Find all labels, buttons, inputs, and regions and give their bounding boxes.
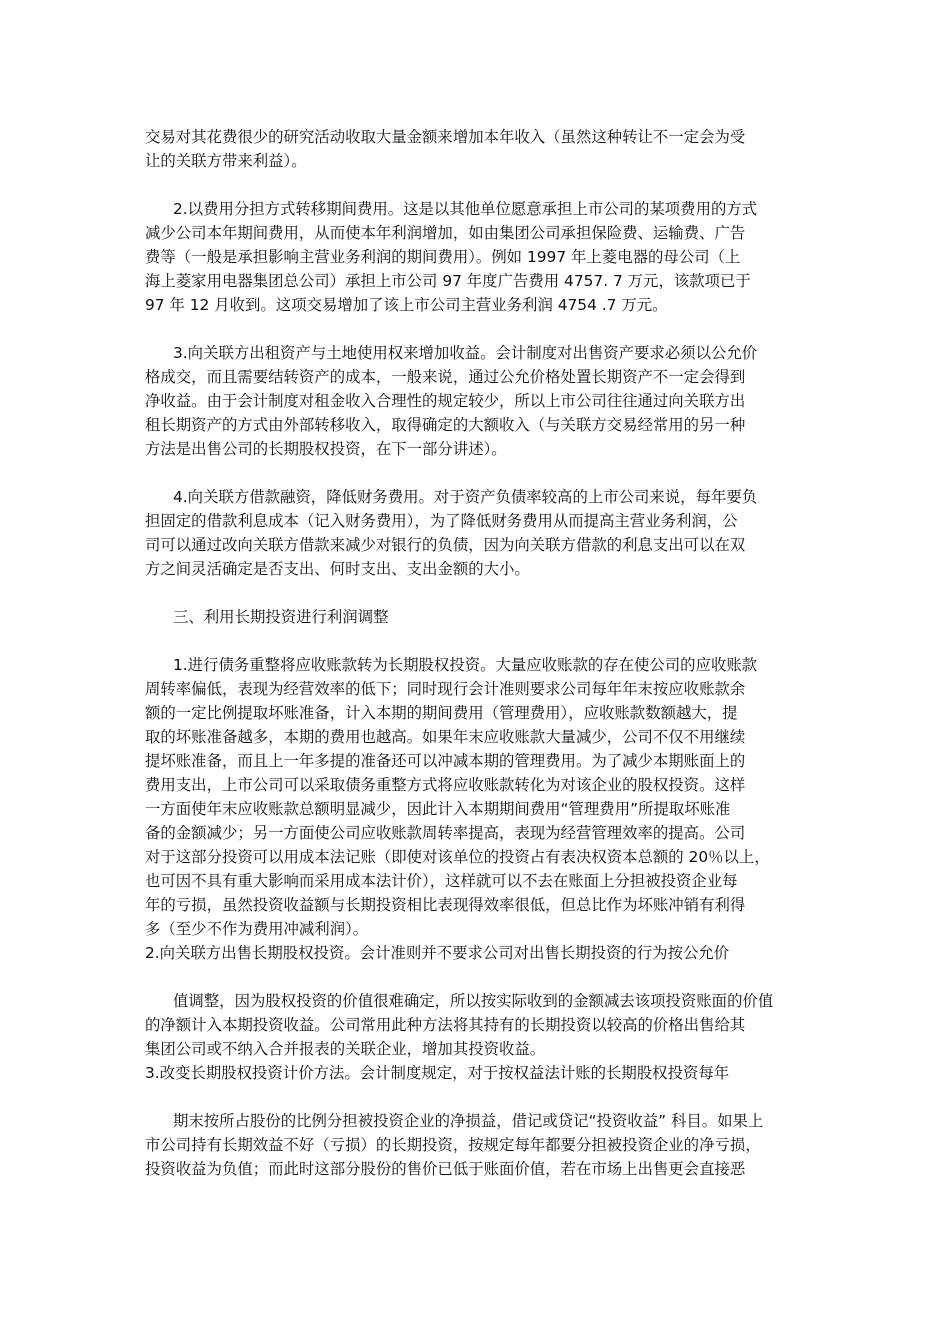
text-line: 格成交，而且需要结转资产的成本，一般来说，通过公允价格处置长期资产不一定会得到 <box>145 368 746 386</box>
text-line: 多（至少不作为费用冲减利润）。 <box>145 920 369 938</box>
text-line: 让的关联方带来利益）。 <box>145 152 307 170</box>
text-line: 4.向关联方借款融资，降低财务费用。对于资产负债率较高的上市公司来说，每年要负 <box>173 488 758 506</box>
text-line: 一方面使年末应收账款总额明显减少，因此计入本期期间费用“管理费用”所提取坏账准 <box>145 800 731 818</box>
text-line: 减少公司本年期间费用，从而使本年利润增加，如由集团公司承担保险费、运输费、广告 <box>145 224 746 242</box>
text-line: 市公司持有长期效益不好（亏损）的长期投资，按规定每年都要分担被投资企业的净亏损， <box>145 1136 761 1154</box>
text-line: 1.进行债务重整将应收账款转为长期股权投资。大量应收账款的存在使公司的应收账款 <box>173 656 758 674</box>
text-line: 费等（一般是承担影响主营业务利润的期间费用）。例如 1997 年上菱电器的母公司（上 <box>145 248 741 266</box>
text-line: 期末按所占股份的比例分担被投资企业的净损益，借记或贷记“投资收益” 科目。如果上 <box>173 1112 764 1130</box>
text-line: 司可以通过改向关联方借款来减少对银行的负债，因为向关联方借款的利息支出可以在双 <box>145 536 746 554</box>
text-line: 周转率偏低，表现为经营效率的低下；同时现行会计准则要求公司每年年末按应收账款余 <box>145 680 746 698</box>
text-line: 海上菱家用电器集团总公司）承担上市公司 97 年度广告费用 4757. 7 万元，该款项已于 <box>145 272 751 290</box>
text-line: 方法是出售公司的长期股权投资，在下一部分讲述）。 <box>145 440 507 458</box>
text-line: 也可因不具有重大影响而采用成本法计价），这样就可以不去在账面上分担被投资企业每 <box>145 872 738 890</box>
text-line: 取的坏账准备越多，本期的费用也越高。如果年末应收账款大量减少，公司不仅不用继续 <box>145 728 746 746</box>
text-line: 3.改变长期股权投资计价方法。会计制度规定，对于按权益法计账的长期股权投资每年 <box>145 1064 730 1082</box>
text-line: 的净额计入本期投资收益。公司常用此种方法将其持有的长期投资以较高的价格出售给其 <box>145 1016 746 1034</box>
text-line: 2.向关联方出售长期股权投资。会计准则并不要求公司对出售长期投资的行为按公允价 <box>145 944 730 962</box>
text-line: 费用支出，上市公司可以采取债务重整方式将应收账款转化为对该企业的股权投资。这样 <box>145 776 746 794</box>
text-line: 额的一定比例提取坏账准备，计入本期的期间费用（管理费用），应收账款数额越大，提 <box>145 704 738 722</box>
text-line: 净收益。由于会计制度对租金收入合理性的规定较少，所以上市公司往往通过向关联方出 <box>145 392 746 410</box>
text-line: 对于这部分投资可以用成本法记账（即使对该单位的投资占有表决权资本总额的 20％以上， <box>145 848 770 866</box>
text-line: 方之间灵活确定是否支出、何时支出、支出金额的大小。 <box>145 560 530 578</box>
text-line: 担固定的借款利息成本（记入财务费用），为了降低财务费用从而提高主营业务利润，公 <box>145 512 738 530</box>
text-line: 3.向关联方出租资产与土地使用权来增加收益。会计制度对出售资产要求必须以公允价 <box>173 344 758 362</box>
section-heading: 三、利用长期投资进行利润调整 <box>173 608 389 626</box>
text-line: 年的亏损，虽然投资收益额与长期投资相比表现得效率很低，但总比作为坏账冲销有利得 <box>145 896 746 914</box>
text-line: 交易对其花费很少的研究活动收取大量金额来增加本年收入（虽然这种转让不一定会为受 <box>145 128 746 146</box>
text-line: 值调整，因为股权投资的价值很难确定，所以按实际收到的金额减去该项投资账面的价值 <box>173 992 774 1010</box>
text-line: 提坏账准备，而且上一年多提的准备还可以冲减本期的管理费用。为了减少本期账面上的 <box>145 752 746 770</box>
text-line: 2.以费用分担方式转移期间费用。这是以其他单位愿意承担上市公司的某项费用的方式 <box>173 200 758 218</box>
text-line: 投资收益为负值；而此时这部分股份的售价已低于账面价值，若在市场上出售更会直接恶 <box>145 1160 746 1178</box>
text-line: 集团公司或不纳入合并报表的关联企业，增加其投资收益。 <box>145 1040 546 1058</box>
text-line: 97 年 12 月收到。这项交易增加了该上市公司主营业务利润 4754 .7 万元。 <box>145 296 668 314</box>
text-line: 备的金额减少；另一方面使公司应收账款周转率提高，表现为经营管理效率的提高。公司 <box>145 824 746 842</box>
text-line: 租长期资产的方式由外部转移收入，取得确定的大额收入（与关联方交易经常用的另一种 <box>145 416 746 434</box>
